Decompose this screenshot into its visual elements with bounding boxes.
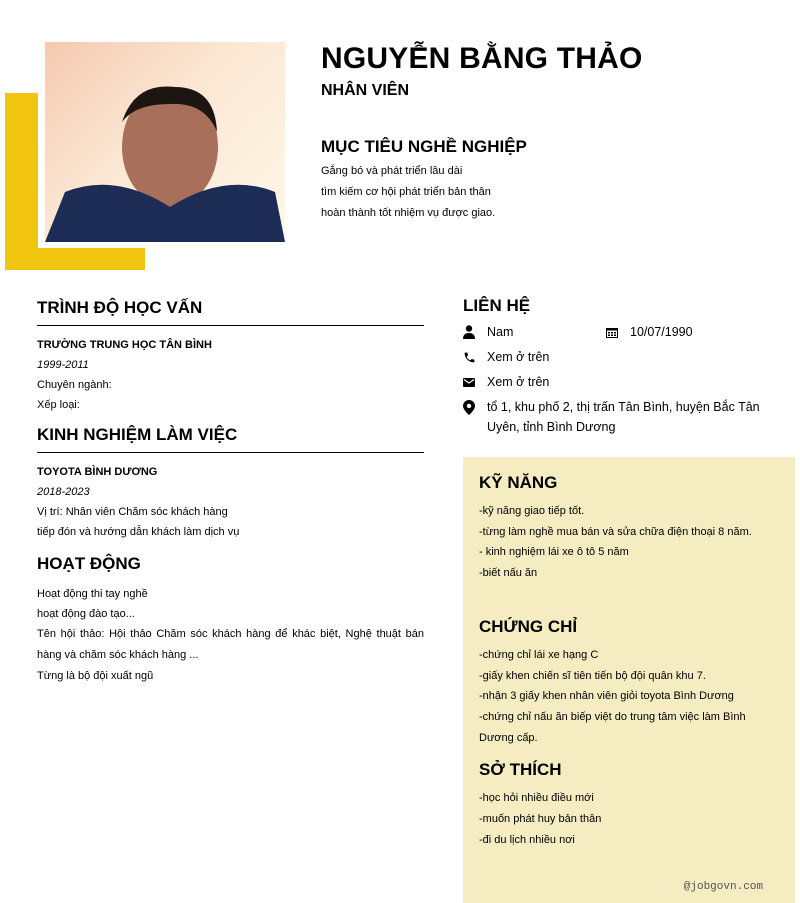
contact-row bbox=[463, 322, 793, 342]
activity-line: hoạt động đào tạo... bbox=[37, 608, 135, 620]
gender: Nam bbox=[487, 325, 514, 339]
company-name: TOYOTA BÌNH DƯƠNG bbox=[37, 466, 158, 478]
candidate-role: NHÂN VIÊN bbox=[321, 82, 410, 99]
certificates-title: CHỨNG CHỈ bbox=[479, 616, 578, 636]
sidebar-panel bbox=[463, 457, 795, 903]
skill-item: - kinh nghiệm lái xe ô tô 5 năm bbox=[479, 546, 629, 559]
candidate-name: NGUYỄN BẰNG THẢO bbox=[321, 42, 643, 75]
hobby-item: -học hỏi nhiều điều mới bbox=[479, 792, 594, 805]
person-icon bbox=[463, 322, 487, 342]
education-years: 1999-2011 bbox=[37, 359, 89, 371]
activity-line: Từng là bộ đội xuất ngũ bbox=[37, 670, 154, 682]
certificate-item: -chứng chỉ nấu ăn biếp việt do trung tâm việc làm Bình Dương cấp. bbox=[479, 710, 746, 744]
skill-item: -kỹ năng giao tiếp tốt. bbox=[479, 505, 585, 517]
left-column bbox=[37, 298, 424, 686]
objective-text bbox=[321, 161, 495, 224]
education-rank: Xếp loại: bbox=[37, 399, 80, 411]
skill-item: -biết nấu ăn bbox=[479, 567, 538, 580]
education-title: TRÌNH ĐỘ HỌC VẤN bbox=[37, 298, 424, 326]
skill-item: -từng làm nghề mua bán và sửa chữa điện thoại 8 năm. bbox=[479, 525, 752, 538]
education-major: Chuyên ngành: bbox=[37, 379, 112, 391]
contact-section bbox=[463, 296, 793, 442]
calendar-icon bbox=[606, 322, 630, 342]
contact-row bbox=[463, 372, 793, 392]
contact-title: LIÊN HỆ bbox=[463, 296, 531, 315]
address: tổ 1, khu phố 2, thị trấn Tân Bình, huyện Bắc Tân Uyên, tỉnh Bình Dương bbox=[487, 400, 760, 434]
certificate-item: -chứng chỉ lái xe hạng C bbox=[479, 648, 599, 661]
activities-title: HOẠT ĐỘNG bbox=[37, 554, 141, 573]
accent-bar-vertical bbox=[5, 93, 38, 270]
activity-line: Tên hội thảo: Hội thảo Chăm sóc khách hàng để khác biệt, Nghệ thuật bán hàng và chăm sóc khách hàng ... bbox=[37, 628, 424, 661]
objective-line: hoàn thành tốt nhiệm vụ được giao. bbox=[321, 207, 496, 219]
skills-title: KỸ NĂNG bbox=[479, 473, 558, 492]
hobbies-title: SỞ THÍCH bbox=[479, 760, 562, 780]
school-name: TRƯỜNG TRUNG HỌC TÂN BÌNH bbox=[37, 339, 212, 351]
experience-years: 2018-2023 bbox=[37, 486, 90, 498]
certificate-item: -giấy khen chiến sĩ tiên tiến bộ đội quân khu 7. bbox=[479, 669, 706, 682]
phone: Xem ở trên bbox=[487, 350, 550, 364]
experience-line: Vị trí: Nhân viên Chăm sóc khách hàng bbox=[37, 506, 228, 518]
email: Xem ở trên bbox=[487, 375, 550, 389]
contact-row bbox=[463, 347, 793, 367]
objective-line: Gắng bó và phát triển lâu dài bbox=[321, 165, 463, 177]
email-icon bbox=[463, 372, 487, 392]
profile-photo bbox=[45, 42, 285, 242]
activity-line: Hoạt động thi tay nghề bbox=[37, 588, 148, 600]
date-of-birth: 10/07/1990 bbox=[630, 325, 693, 339]
experience-title: KINH NGHIỆM LÀM VIỆC bbox=[37, 425, 424, 453]
objective-line: tìm kiếm cơ hội phát triển bản thân bbox=[321, 186, 491, 198]
certificate-item: -nhận 3 giấy khen nhân viên giỏi toyota Bình Dương bbox=[479, 690, 734, 703]
accent-bar-horizontal bbox=[5, 248, 145, 270]
hobby-item: -đi du lịch nhiều nơi bbox=[479, 833, 575, 846]
contact-row bbox=[463, 397, 793, 437]
experience-line: tiếp đón và hướng dẫn khách làm dịch vụ bbox=[37, 526, 240, 538]
watermark: @jobgovn.com bbox=[683, 881, 763, 893]
hobby-item: -muốn phát huy bản thân bbox=[479, 813, 602, 826]
objective-title: MỤC TIÊU NGHỀ NGHIỆP bbox=[321, 137, 527, 156]
location-icon bbox=[463, 397, 487, 417]
phone-icon bbox=[463, 347, 487, 367]
